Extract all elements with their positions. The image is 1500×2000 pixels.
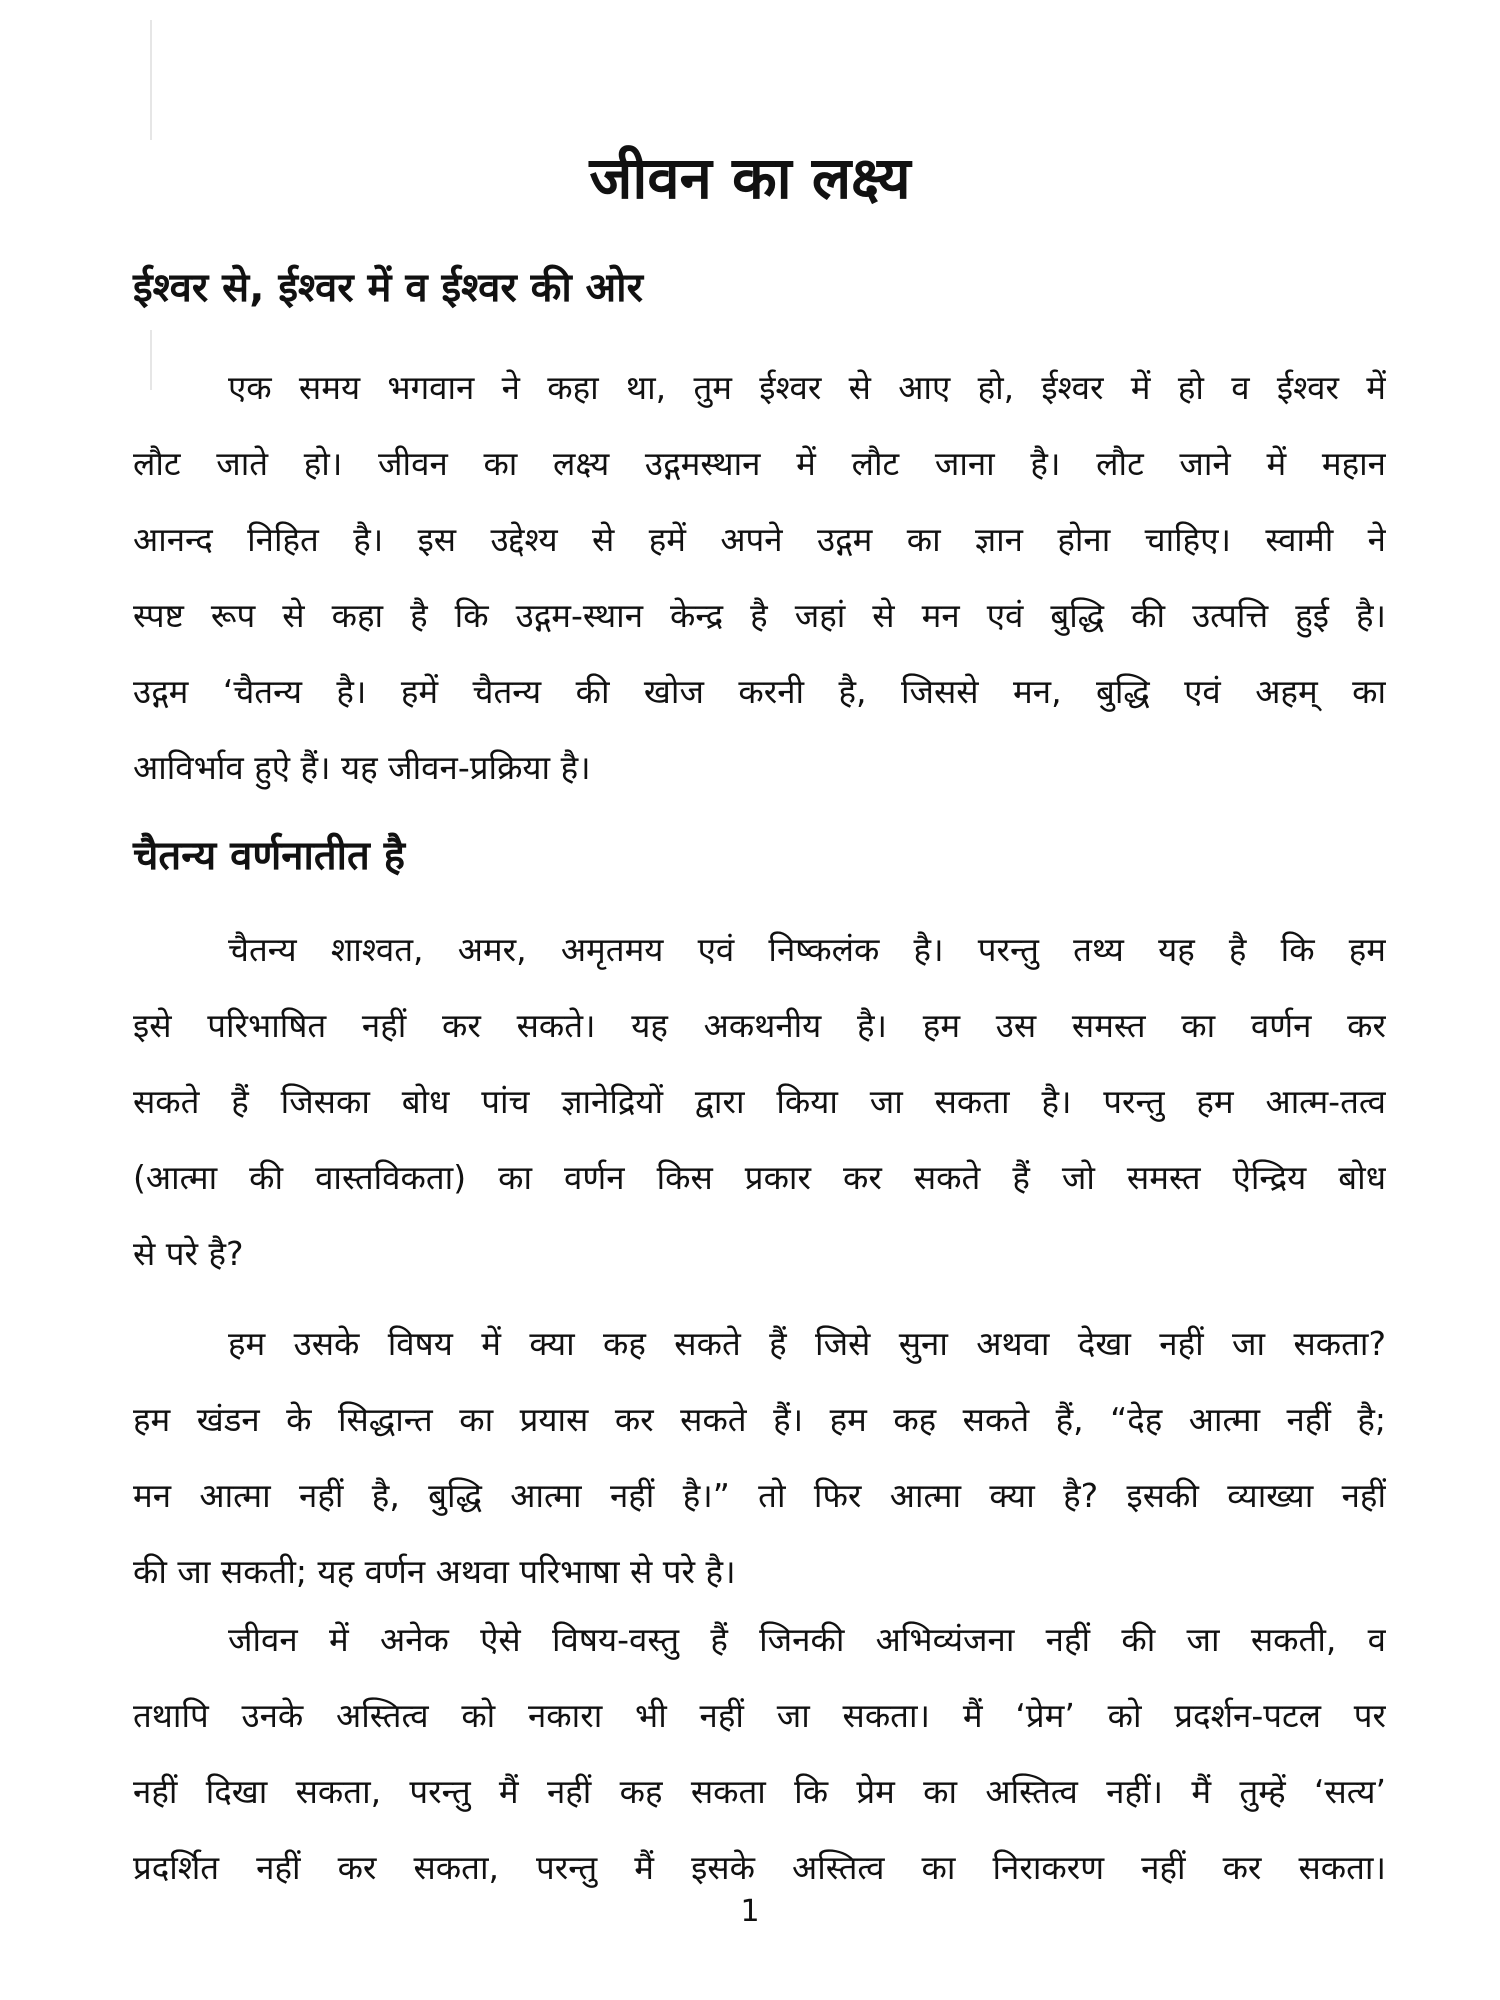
text-line: मन आत्मा नहीं है, बुद्धि आत्मा नहीं है।” तो फिर आत्मा क्या है? इसकी व्याख्या नहीं: [133, 1476, 1386, 1515]
text-line: नहीं दिखा सकता, परन्तु मैं नहीं कह सकता कि प्रेम का अस्तित्व नहीं। मैं तुम्हें ‘सत्य’: [133, 1772, 1386, 1811]
page-number: 1: [740, 1894, 760, 1929]
section-heading: ईश्वर से, ईश्वर में व ईश्वर की ओर: [133, 265, 643, 311]
text-line: आनन्द निहित है। इस उद्देश्य से हमें अपने उद्गम का ज्ञान होना चाहिए। स्वामी ने: [133, 520, 1386, 559]
paragraph: [133, 1602, 1386, 1906]
paragraph: [133, 350, 1386, 806]
text-line: इसे परिभाषित नहीं कर सकते। यह अकथनीय है। हम उस समस्त का वर्णन कर: [133, 1006, 1386, 1045]
text-line: हम खंडन के सिद्धान्त का प्रयास कर सकते हैं। हम कह सकते हैं, “देह आत्मा नहीं है;: [133, 1400, 1386, 1439]
text-line: प्रदर्शित नहीं कर सकता, परन्तु मैं इसके अस्तित्व का निराकरण नहीं कर सकता।: [133, 1848, 1386, 1887]
text-line: एक समय भगवान ने कहा था, तुम ईश्वर से आए हो, ईश्वर में हो व ईश्वर में: [228, 368, 1386, 407]
text-line: स्पष्ट रूप से कहा है कि उद्गम-स्थान केन्द्र है जहां से मन एवं बुद्धि की उत्पत्ति हुई है।: [133, 596, 1386, 635]
text-line: (आत्मा की वास्तविकता) का वर्णन किस प्रकार कर सकते हैं जो समस्त ऐन्द्रिय बोध: [133, 1158, 1386, 1197]
paragraph: [133, 1306, 1386, 1610]
text-line: जीवन में अनेक ऐसे विषय-वस्तु हैं जिनकी अभिव्यंजना नहीं की जा सकती, व: [228, 1620, 1386, 1659]
text-line: लौट जाते हो। जीवन का लक्ष्य उद्गमस्थान में लौट जाना है। लौट जाने में महान: [133, 444, 1386, 483]
text-line: से परे है?: [133, 1234, 244, 1273]
text-line: तथापि उनके अस्तित्व को नकारा भी नहीं जा सकता। मैं ‘प्रेम’ को प्रदर्शन-पटल पर: [133, 1696, 1386, 1735]
text-line: सकते हैं जिसका बोध पांच ज्ञानेद्रियों द्वारा किया जा सकता है। परन्तु हम आत्म-तत्व: [133, 1082, 1386, 1121]
text-line: की जा सकती; यह वर्णन अथवा परिभाषा से परे है।: [133, 1552, 736, 1591]
section-heading: चैतन्य वर्णनातीत है: [133, 833, 405, 879]
scan-artifact: [150, 20, 152, 140]
text-line: उद्गम ‘चैतन्य है। हमें चैतन्य की खोज करनी है, जिससे मन, बुद्धि एवं अहम् का: [133, 672, 1386, 711]
page-title: जीवन का लक्ष्य: [589, 144, 911, 212]
text-line: हम उसके विषय में क्या कह सकते हैं जिसे सुना अथवा देखा नहीं जा सकता?: [228, 1324, 1386, 1363]
text-line: चैतन्य शाश्वत, अमर, अमृतमय एवं निष्कलंक है। परन्तु तथ्य यह है कि हम: [228, 930, 1386, 969]
paragraph: [133, 912, 1386, 1292]
text-line: आविर्भाव हुऐ हैं। यह जीवन-प्रक्रिया है।: [133, 748, 591, 787]
